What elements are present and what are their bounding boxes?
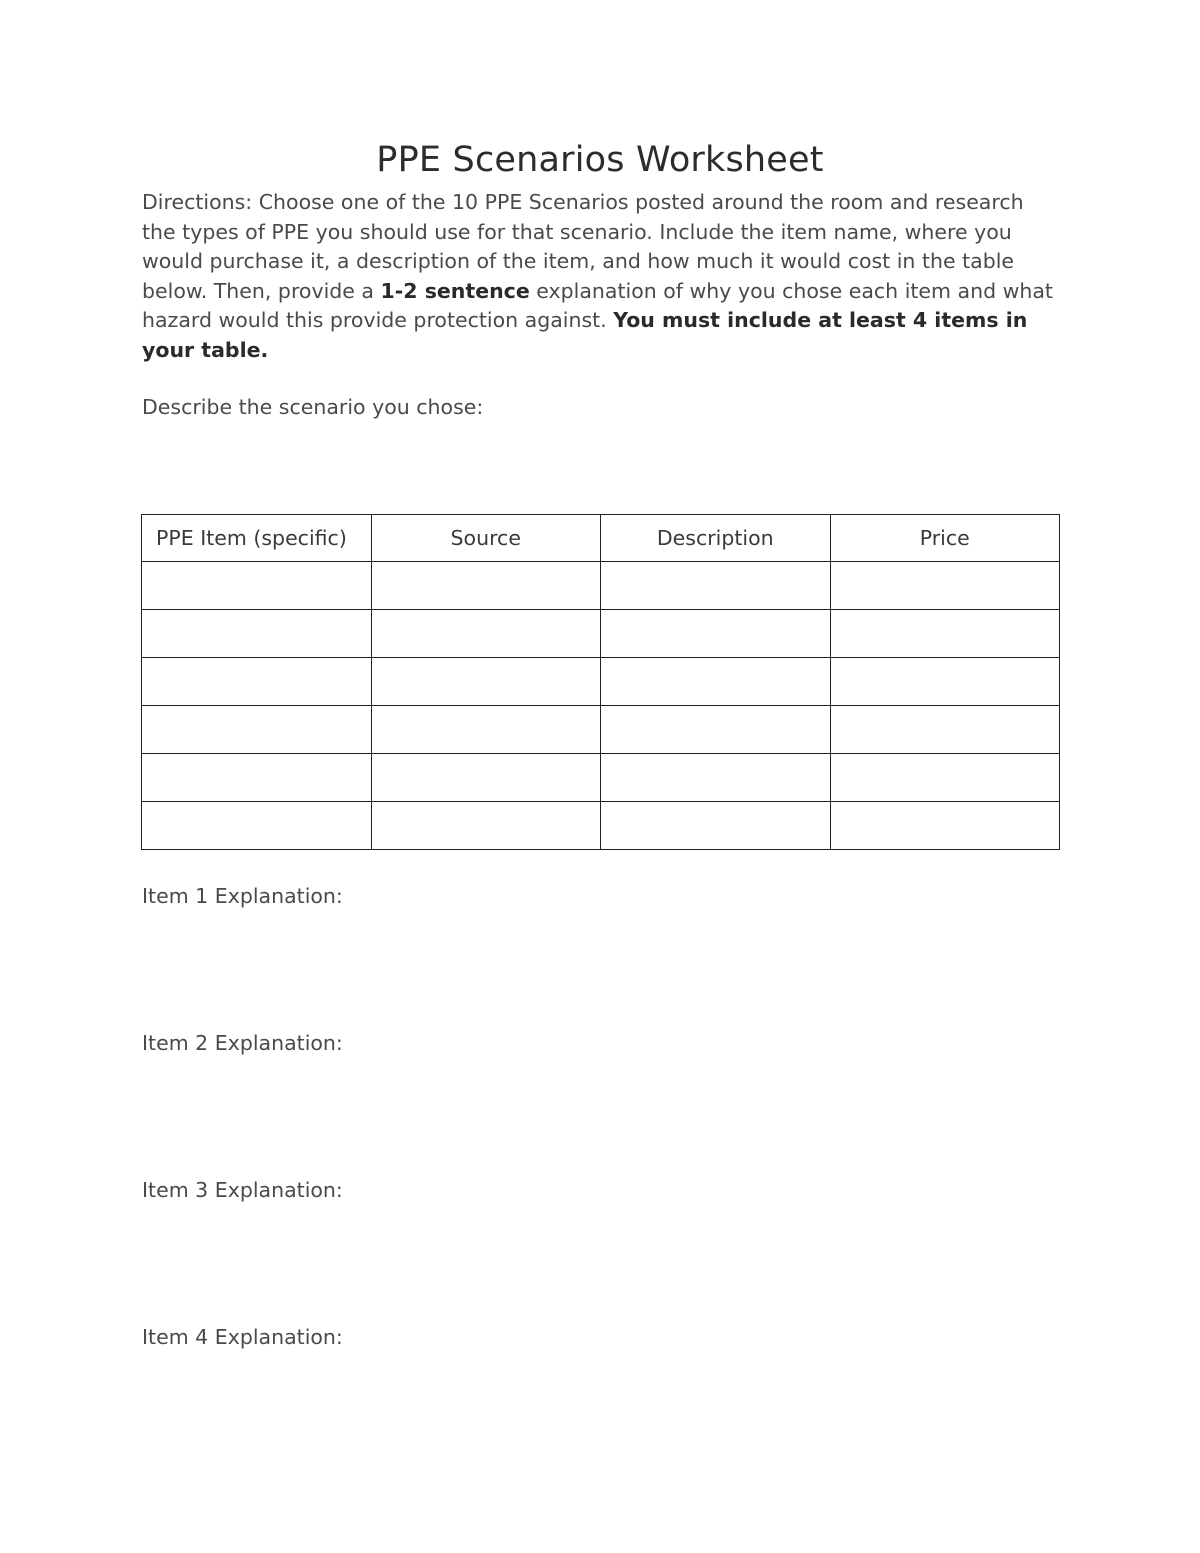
cell-description[interactable] xyxy=(601,658,831,706)
cell-description[interactable] xyxy=(601,562,831,610)
table-row xyxy=(142,754,1060,802)
cell-source[interactable] xyxy=(371,754,601,802)
header-price: Price xyxy=(830,515,1060,562)
table-row xyxy=(142,562,1060,610)
cell-source[interactable] xyxy=(371,562,601,610)
directions-text xyxy=(142,188,1062,365)
page-title: PPE Scenarios Worksheet xyxy=(376,140,824,180)
cell-ppe-item[interactable] xyxy=(142,802,372,850)
table-header-row xyxy=(142,515,1060,562)
table-row xyxy=(142,658,1060,706)
item-4-explanation-label: Item 4 Explanation: xyxy=(142,1325,343,1349)
table-row xyxy=(142,802,1060,850)
item-1-explanation-label: Item 1 Explanation: xyxy=(142,884,343,908)
cell-price[interactable] xyxy=(830,754,1060,802)
table-row xyxy=(142,706,1060,754)
cell-ppe-item[interactable] xyxy=(142,658,372,706)
header-description: Description xyxy=(601,515,831,562)
ppe-table xyxy=(141,514,1060,850)
cell-price[interactable] xyxy=(830,802,1060,850)
cell-ppe-item[interactable] xyxy=(142,754,372,802)
cell-ppe-item[interactable] xyxy=(142,610,372,658)
cell-description[interactable] xyxy=(601,706,831,754)
cell-source[interactable] xyxy=(371,658,601,706)
cell-source[interactable] xyxy=(371,802,601,850)
cell-source[interactable] xyxy=(371,706,601,754)
scenario-prompt: Describe the scenario you chose: xyxy=(142,395,484,419)
cell-description[interactable] xyxy=(601,802,831,850)
directions-bold-requirement: You must include at least 4 items in your table. xyxy=(142,308,1028,362)
header-ppe-item: PPE Item (specific) xyxy=(142,515,372,562)
cell-ppe-item[interactable] xyxy=(142,562,372,610)
item-2-explanation-label: Item 2 Explanation: xyxy=(142,1031,343,1055)
cell-ppe-item[interactable] xyxy=(142,706,372,754)
cell-source[interactable] xyxy=(371,610,601,658)
cell-price[interactable] xyxy=(830,658,1060,706)
table-row xyxy=(142,610,1060,658)
directions-part-2: explanation of why you chose each item and what hazard would this provide protection against. xyxy=(142,278,1053,332)
cell-price[interactable] xyxy=(830,706,1060,754)
cell-description[interactable] xyxy=(601,610,831,658)
cell-price[interactable] xyxy=(830,610,1060,658)
cell-price[interactable] xyxy=(830,562,1060,610)
directions-bold-sentence-count: 1-2 sentence xyxy=(380,278,530,303)
item-3-explanation-label: Item 3 Explanation: xyxy=(142,1178,343,1202)
header-source: Source xyxy=(371,515,601,562)
cell-description[interactable] xyxy=(601,754,831,802)
directions-part-1: Directions: Choose one of the 10 PPE Scenarios posted around the room and research the types of PPE you should use for that scenario. Include the item name, where you would purchase it, a description of the item, and how much it would cost in the table below. Then, provide a xyxy=(142,190,1024,303)
